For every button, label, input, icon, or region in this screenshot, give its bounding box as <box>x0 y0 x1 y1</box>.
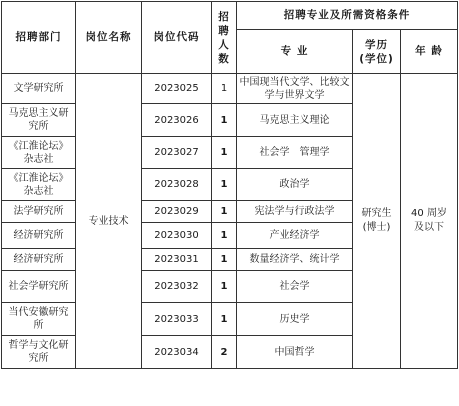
major-cell: 马克思主义理论 <box>237 104 353 137</box>
count-cell: 1 <box>212 104 237 137</box>
dept-cell: 《江淮论坛》杂志社 <box>2 169 76 201</box>
header-education-line1: 学历 <box>365 38 388 51</box>
position-code-cell: 2023028 <box>142 169 212 201</box>
count-cell: 1 <box>212 201 237 223</box>
dept-cell: 《江淮论坛》杂志社 <box>2 137 76 169</box>
major-cell: 宪法学与行政法学 <box>237 201 353 223</box>
dept-cell: 经济研究所 <box>2 223 76 249</box>
position-code-cell: 2023033 <box>142 303 212 336</box>
education-line1: 研究生 <box>361 208 392 219</box>
header-dept: 招聘部门 <box>2 2 76 74</box>
dept-cell: 社会学研究所 <box>2 271 76 303</box>
header-row-top <box>2 2 458 30</box>
major-cell: 中国哲学 <box>237 336 353 369</box>
position-code-cell: 2023027 <box>142 137 212 169</box>
position-code-cell: 2023031 <box>142 249 212 271</box>
dept-cell: 当代安徽研究所 <box>2 303 76 336</box>
age-line2: 及以下 <box>414 222 444 233</box>
major-cell: 产业经济学 <box>237 223 353 249</box>
major-cell: 政治学 <box>237 169 353 201</box>
age-line1: 40 周岁 <box>411 208 447 219</box>
header-major: 专 业 <box>237 30 353 74</box>
position-code-cell: 2023029 <box>142 201 212 223</box>
position-name-cell: 专业技术 <box>76 74 142 369</box>
header-education-line2: (学位) <box>359 52 394 65</box>
dept-cell: 文学研究所 <box>2 74 76 104</box>
table-row <box>2 74 458 104</box>
recruitment-table <box>1 1 458 369</box>
count-cell: 1 <box>212 169 237 201</box>
header-education <box>353 30 401 74</box>
header-count-char: 招 <box>218 10 230 23</box>
count-cell: 1 <box>212 271 237 303</box>
header-position-code: 岗位代码 <box>142 2 212 74</box>
header-age: 年 龄 <box>401 30 458 74</box>
major-cell: 社会学 <box>237 271 353 303</box>
count-cell: 1 <box>212 249 237 271</box>
dept-cell: 法学研究所 <box>2 201 76 223</box>
major-cell: 历史学 <box>237 303 353 336</box>
header-count-char: 数 <box>218 52 230 65</box>
count-cell: 2 <box>212 336 237 369</box>
dept-cell: 哲学与文化研究所 <box>2 336 76 369</box>
header-count-char: 人 <box>218 38 230 51</box>
position-code-cell: 2023030 <box>142 223 212 249</box>
position-code-cell: 2023025 <box>142 74 212 104</box>
age-cell <box>401 74 458 369</box>
header-count <box>212 2 237 74</box>
count-cell: 1 <box>212 223 237 249</box>
position-code-cell: 2023032 <box>142 271 212 303</box>
major-cell: 中国现当代文学、比较文学与世界文学 <box>237 74 353 104</box>
major-cell: 社会学 管理学 <box>237 137 353 169</box>
dept-cell: 马克思主义研究所 <box>2 104 76 137</box>
count-cell: 1 <box>212 137 237 169</box>
major-cell: 数量经济学、统计学 <box>237 249 353 271</box>
header-count-char: 聘 <box>218 24 230 37</box>
header-conditions: 招聘专业及所需资格条件 <box>237 2 458 30</box>
education-line2: (博士) <box>362 222 391 233</box>
dept-cell: 经济研究所 <box>2 249 76 271</box>
count-cell: 1 <box>212 74 237 104</box>
education-cell <box>353 74 401 369</box>
position-code-cell: 2023026 <box>142 104 212 137</box>
header-position-name: 岗位名称 <box>76 2 142 74</box>
position-code-cell: 2023034 <box>142 336 212 369</box>
count-cell: 1 <box>212 303 237 336</box>
